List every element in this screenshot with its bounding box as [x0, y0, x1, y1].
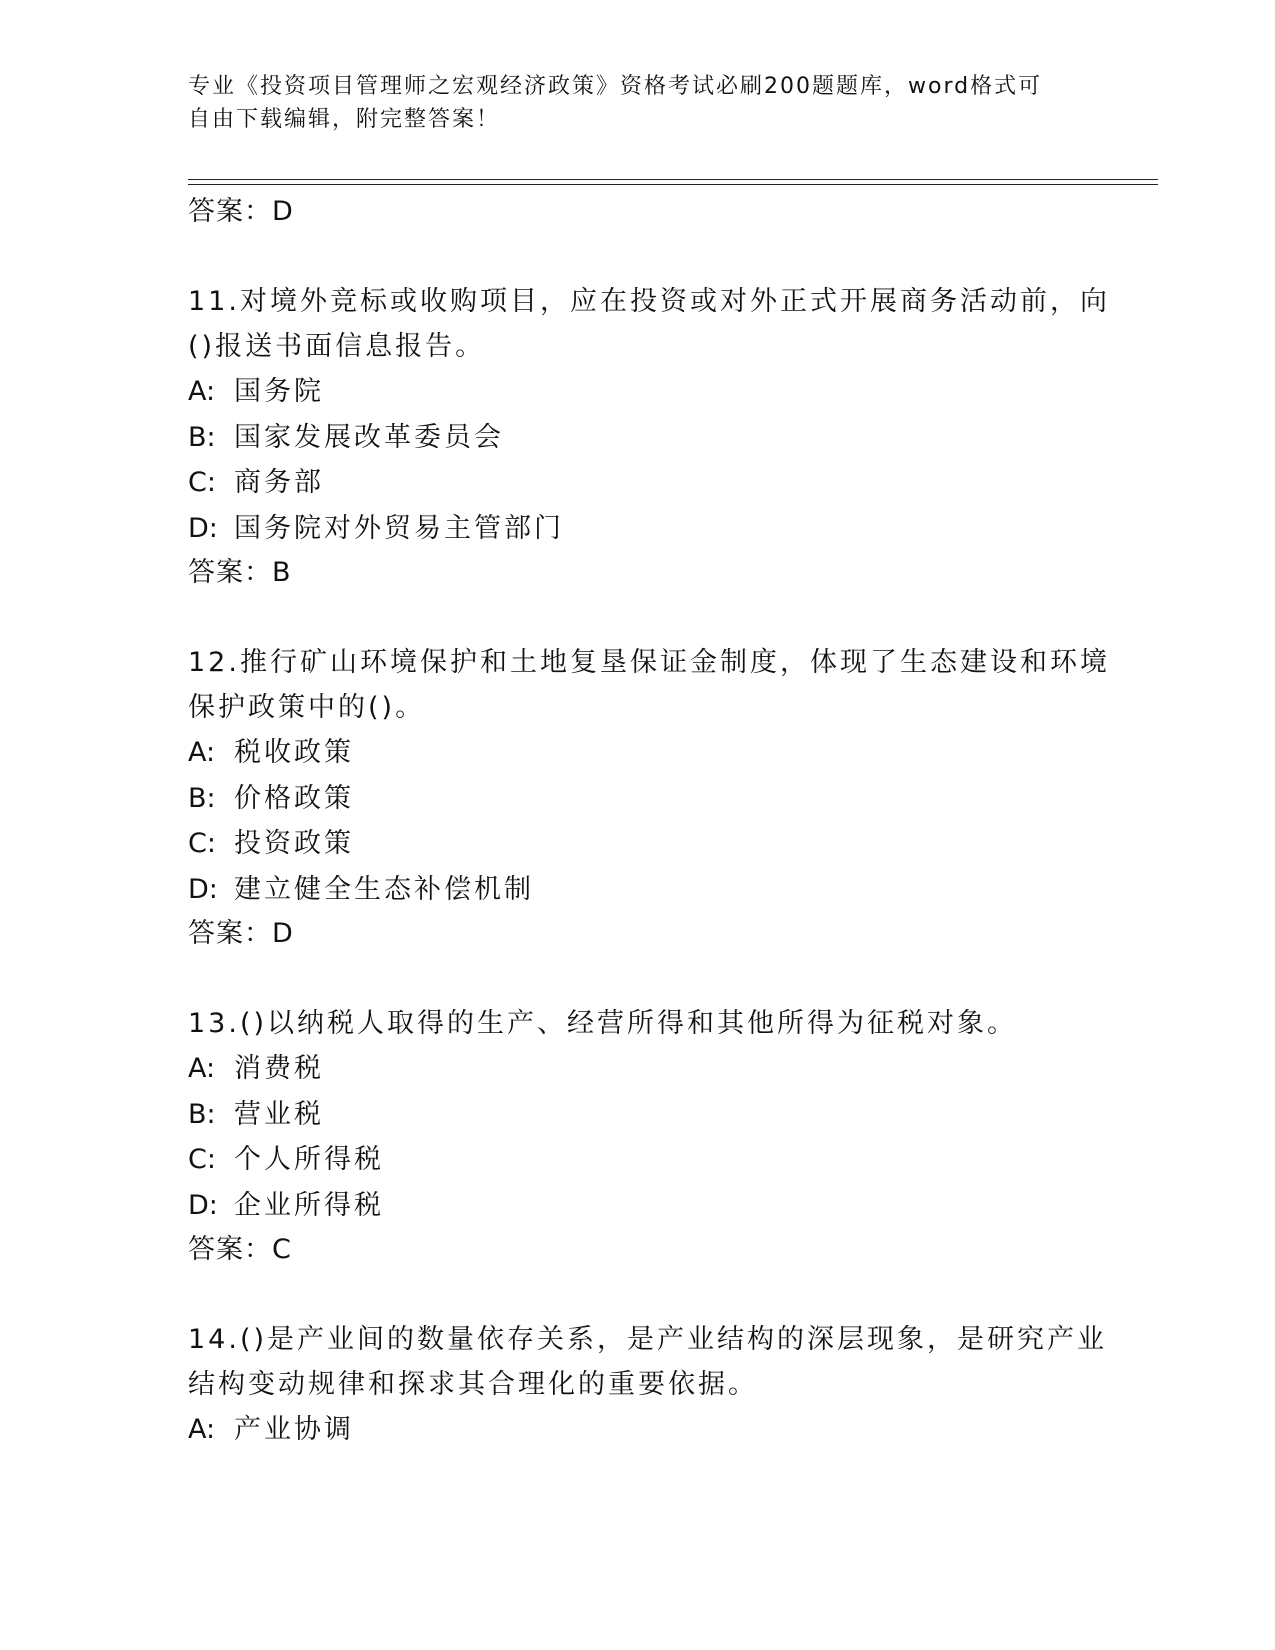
option-text: 税收政策	[234, 737, 354, 768]
answer-line: 答案：B	[188, 557, 292, 588]
answer-line: 答案：C	[188, 1234, 292, 1265]
option-letter: B:	[188, 1098, 216, 1130]
option-text: 商务部	[234, 467, 324, 498]
answer-line: 答案：D	[188, 918, 294, 949]
option-text: 产业协调	[234, 1414, 354, 1445]
header-divider-top	[188, 179, 1158, 180]
option-letter: A:	[188, 1414, 216, 1445]
option-text: 企业所得税	[234, 1189, 384, 1221]
option-d	[188, 1183, 1088, 1229]
option-text: 国家发展改革委员会	[234, 421, 504, 453]
question-stem-line: 13.()以纳税人取得的生产、经营所得和其他所得为征税对象。	[188, 1008, 1018, 1039]
option-text: 建立健全生态补偿机制	[234, 873, 534, 905]
option-letter: D:	[188, 512, 218, 544]
option-d	[188, 506, 1088, 552]
option-a	[188, 1046, 1088, 1092]
option-c	[188, 1137, 1088, 1183]
option-letter: D:	[188, 873, 218, 905]
option-text: 消费税	[234, 1053, 324, 1084]
question-stem-line: ()报送书面信息报告。	[188, 331, 486, 362]
question-11	[188, 279, 1110, 595]
question-stem-line: 12.推行矿山环境保护和土地复垦保证金制度，体现了生态建设和环境	[188, 647, 1110, 678]
document-header	[188, 70, 1088, 136]
header-line-2: 自由下载编辑，附完整答案！	[188, 107, 501, 132]
question-stem-line: 14.()是产业间的数量依存关系，是产业结构的深层现象，是研究产业	[188, 1324, 1108, 1355]
header-divider-bottom	[188, 184, 1158, 185]
option-letter: D:	[188, 1189, 218, 1221]
option-text: 国务院	[234, 376, 324, 407]
question-stem-line: 保护政策中的()。	[188, 692, 426, 723]
option-letter: A:	[188, 1053, 216, 1084]
option-text: 投资政策	[234, 828, 354, 859]
question-stem-line: 结构变动规律和探求其合理化的重要依据。	[188, 1369, 758, 1400]
option-a	[188, 1407, 1088, 1453]
option-b	[188, 776, 1088, 822]
option-b	[188, 1092, 1088, 1138]
previous-answer: 答案：D	[188, 196, 294, 227]
option-text: 个人所得税	[234, 1144, 384, 1175]
option-b	[188, 415, 1088, 461]
option-letter: A:	[188, 737, 216, 768]
question-12	[188, 640, 1110, 956]
question-list	[188, 190, 1110, 1453]
option-text: 营业税	[234, 1098, 324, 1130]
question-13	[188, 1001, 1088, 1272]
option-c	[188, 821, 1088, 867]
option-d	[188, 867, 1088, 913]
option-letter: A:	[188, 376, 216, 407]
option-text: 价格政策	[234, 782, 354, 814]
option-text: 国务院对外贸易主管部门	[234, 512, 564, 544]
header-line-1: 专业《投资项目管理师之宏观经济政策》资格考试必刷200题题库，word格式可	[188, 74, 1043, 99]
option-a	[188, 730, 1088, 776]
option-a	[188, 369, 1088, 415]
option-c	[188, 460, 1088, 506]
question-stem-line: 11.对境外竞标或收购项目，应在投资或对外正式开展商务活动前，向	[188, 286, 1110, 317]
option-letter: B:	[188, 421, 216, 453]
option-letter: C:	[188, 828, 216, 859]
option-letter: C:	[188, 1144, 216, 1175]
question-14	[188, 1317, 1108, 1453]
option-letter: C:	[188, 467, 216, 498]
option-letter: B:	[188, 782, 216, 814]
